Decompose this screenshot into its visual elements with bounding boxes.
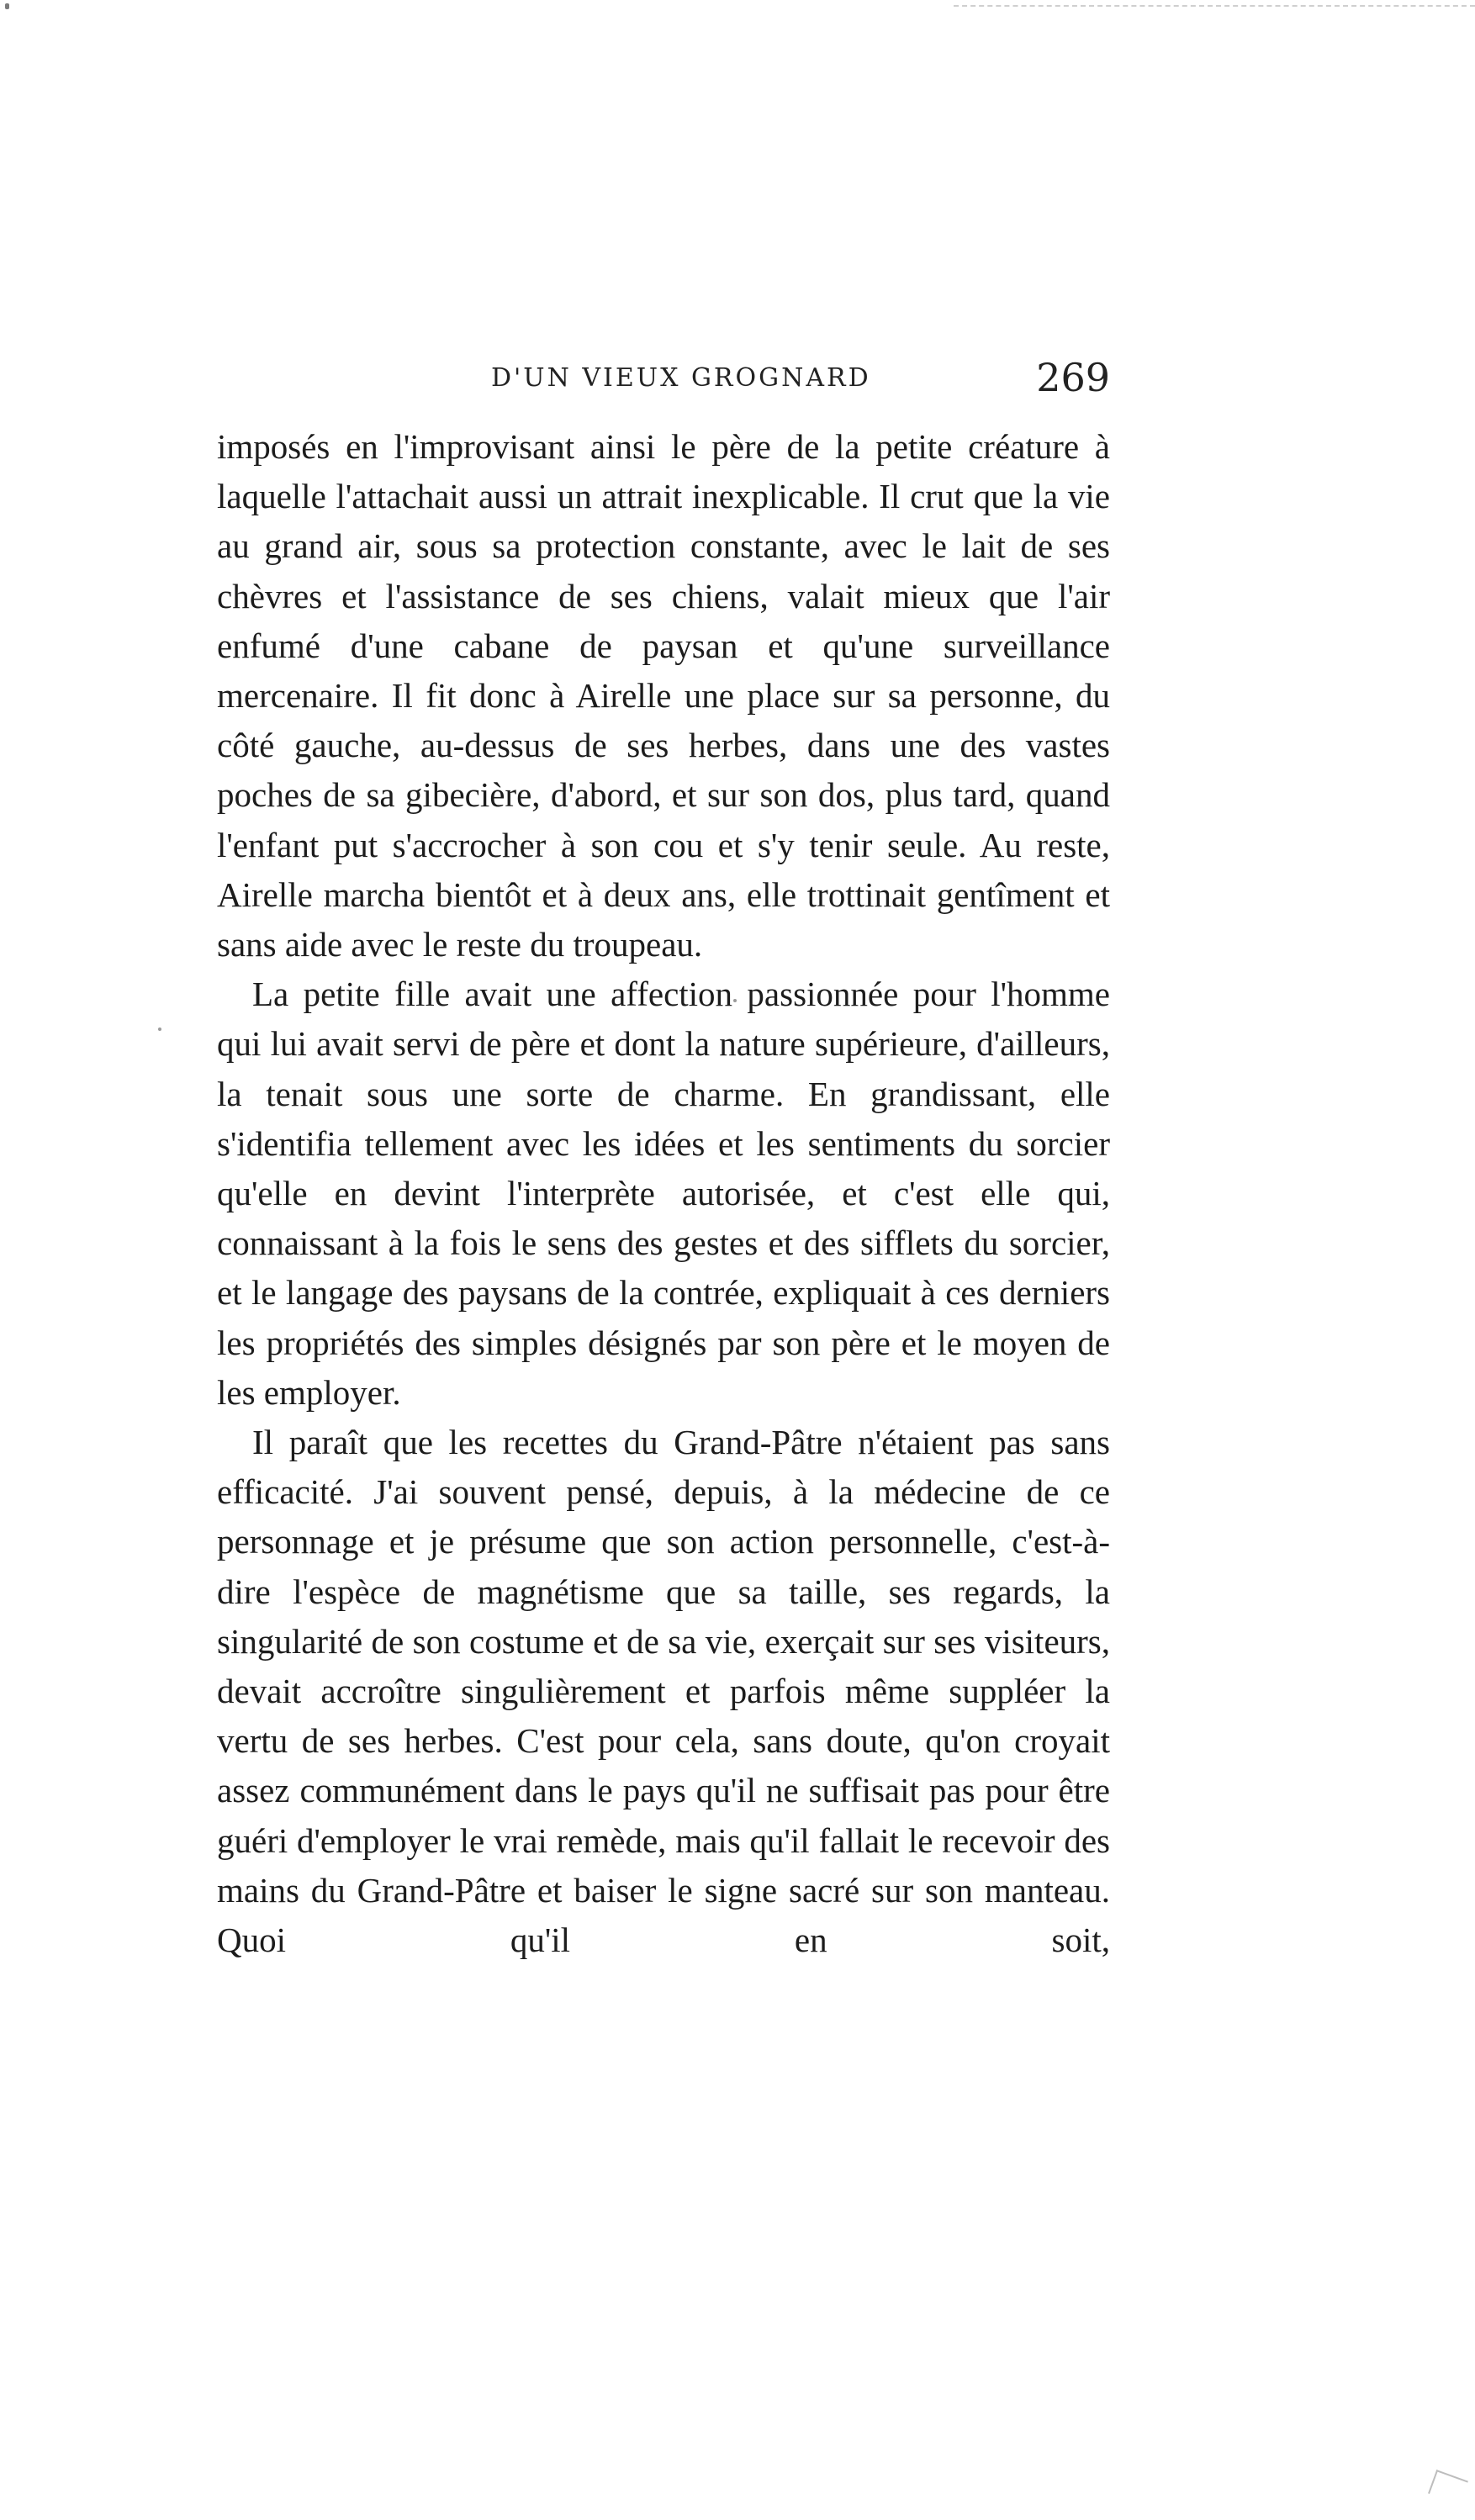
- scan-edge-rule: [954, 5, 1475, 7]
- scan-corner-mark: [1428, 2470, 1468, 2505]
- paragraph-1: imposés en l'improvisant ainsi le père de la petite créature à laquelle l'attachait aussi un attrait inexplicable. Il crut que la vie au grand air, sous sa protection constante, avec le lait de ses chèvres et l'assistance de ses chiens, valait mieux que l'air enfumé d'une cabane de paysan et qu'une surveillance mercenaire. Il fit donc à Airelle une place sur sa personne, du côté gauche, au-dessus de ses herbes, dans une des vastes poches de sa gibecière, d'abord, et sur son dos, plus tard, quand l'enfant put s'accrocher à son cou et s'y tenir seule. Au reste, Airelle marcha bientôt et à deux ans, elle trottinait gentîment et sans aide avec le reste du troupeau.: [217, 427, 1110, 964]
- scan-speck: [5, 3, 9, 9]
- running-head-title: D'UN VIEUX GROGNARD: [491, 363, 871, 393]
- paragraph-3: Il paraît que les recettes du Grand-Pâtre n'étaient pas sans efficacité. J'ai souvent pensé, depuis, à la médecine de ce personnage et je présume que son action personnelle, c'est-à-dire l'espèce de magnétisme que sa taille, ses regards, la singularité de son costume et de sa vie, exerçait sur ses visiteurs, devait accroître singulièrement et parfois même suppléer la vertu de ses herbes. C'est pour cela, sans doute, qu'on croyait assez communément dans le pays qu'il ne suffisait pas pour être guéri d'employer le vrai remède, mais qu'il fallait le recevoir des mains du Grand-Pâtre et baiser le signe sacré sur son manteau. Quoi qu'il en soit,: [217, 1423, 1110, 1960]
- paragraph-2: La petite fille avait une affection passionnée pour l'homme qui lui avait servi de père et dont la nature supérieure, d'ailleurs, la tenait sous une sorte de charme. En grandissant, elle s'identifia tellement avec les idées et les sentiments du sorcier qu'elle en devint l'interprète autorisée, et c'est elle qui, connaissant à la fois le sens des gestes et des sifflets du sorcier, et le langage des paysans de la contrée, expliquait à ces derniers les propriétés des simples désignés par son père et le moyen de les employer.: [217, 975, 1110, 1412]
- body-text: [217, 422, 1110, 1965]
- page-number: 269: [1036, 355, 1110, 400]
- scan-speck: [158, 1028, 161, 1031]
- running-head: [217, 355, 1110, 405]
